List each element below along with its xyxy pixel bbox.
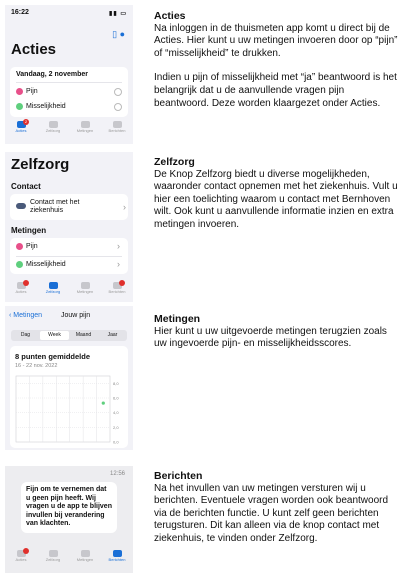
y-tick-label: 0,0	[113, 439, 119, 445]
tab-label: Acties	[15, 557, 27, 562]
tab-label: Acties	[15, 128, 27, 133]
checkbox-circle-icon[interactable]	[114, 88, 122, 96]
y-tick-label: 8,0	[113, 380, 119, 386]
divider	[16, 256, 122, 257]
back-button[interactable]	[9, 312, 42, 319]
back-label: Metingen	[13, 312, 43, 319]
section-paragraph: De Knop Zelfzorg biedt u diverse mogelijkheden, waaronder contact opnemen met het ziekenhuis. Vult u hier een toelichting waarom u contact met Bernhoven wilt. Ook kunt u aanvullende informatie inzien en extra metingen invoeren.	[154, 168, 398, 230]
tab-bar	[5, 550, 133, 570]
tab-acties[interactable]	[11, 121, 31, 133]
contact-item-label: Contact met het ziekenhuis	[30, 199, 80, 214]
section-paragraph: Indien u pijn of misselijkheid met “ja” beantwoord is het belangrijk dat u de aanvullende vragen pijn beantwoord. Deze worden klaargezet onder Acties.	[154, 72, 397, 109]
pain-icon	[16, 243, 23, 250]
message-time: 12:56	[109, 471, 125, 477]
notification-badge	[23, 548, 29, 554]
tab-metingen[interactable]	[75, 550, 95, 562]
line-chart	[10, 372, 128, 448]
nausea-icon	[16, 261, 23, 268]
action-item-label: Misselijkheid	[26, 103, 66, 110]
period-segmented-control	[11, 330, 127, 341]
profile-icon[interactable]: ●	[119, 29, 125, 39]
tab-berichten[interactable]	[107, 121, 127, 133]
berichten-tab-icon	[113, 121, 122, 128]
metingen-tab-icon	[81, 282, 90, 289]
contact-card[interactable]	[10, 194, 128, 220]
chevron-right-icon: ›	[117, 241, 120, 251]
chart-card	[10, 346, 128, 448]
meting-item-pijn[interactable]	[16, 241, 122, 254]
nav-title: Jouw pijn	[61, 312, 91, 319]
tab-bar	[5, 282, 133, 302]
tab-berichten[interactable]	[107, 282, 127, 294]
status-bar	[11, 9, 127, 19]
chart-frame	[16, 376, 110, 442]
metingen-screenshot	[5, 306, 133, 450]
segment-maand[interactable]: Maand	[75, 332, 92, 338]
tab-label: Metingen	[76, 128, 94, 133]
date-header: Vandaag, 2 november	[16, 71, 88, 78]
section-acties	[154, 10, 400, 110]
header-icons	[112, 29, 125, 40]
tab-metingen[interactable]	[75, 282, 95, 294]
section-heading: Acties	[154, 10, 186, 22]
zelfzorg-screenshot	[5, 152, 133, 302]
notification-badge: 2	[24, 119, 28, 124]
section-heading: Metingen	[154, 313, 201, 325]
metingen-card	[10, 238, 128, 274]
section-berichten	[154, 470, 400, 546]
section-paragraph: Hier kunt u uw uitgevoerde metingen terugzien zoals uw ingevoerde pijn- en misselijkheidsscores.	[154, 325, 387, 350]
berichten-tab-icon	[113, 550, 122, 557]
tab-label: Metingen	[76, 289, 94, 294]
checkbox-circle-icon[interactable]	[114, 103, 122, 111]
signal-battery-icon: ▮▮ ▭	[109, 11, 127, 17]
section-paragraph: Na het invullen van uw metingen versturen wij u berichten. Eventuele vragen worden ook beantwoord via de berichten functie. U kunt zelf geen berichten terugsturen. Dit kan alleen via de knop contact met ziekenhuis, te vinden onder Zelfzorg.	[154, 482, 389, 544]
tab-label: Berichten	[108, 557, 126, 562]
section-paragraph: Na inloggen in de thuismeten app komt u direct bij de Acties. Hier kunt u uw metingen invoeren door op “pijn” of “misselijkheid” te drukken.	[154, 22, 398, 59]
section-header-metingen: Metingen	[11, 226, 47, 235]
section-header-contact: Contact	[11, 182, 41, 191]
metingen-tab-icon	[81, 550, 90, 557]
chart-title: 8 punten gemiddelde	[15, 352, 91, 361]
y-tick-label: 4,0	[113, 410, 119, 416]
zelfzorg-tab-icon	[49, 282, 58, 289]
chart-daterange: 16 - 22 nov. 2022	[15, 363, 58, 369]
tab-acties[interactable]	[11, 282, 31, 294]
page-title: Zelfzorg	[11, 156, 70, 173]
tab-zelfzorg[interactable]	[43, 550, 63, 562]
notification-badge	[23, 280, 29, 286]
pain-icon	[16, 88, 23, 95]
document-icon[interactable]: ▯	[112, 29, 118, 39]
zelfzorg-tab-icon	[49, 121, 58, 128]
section-zelfzorg	[154, 156, 400, 232]
tab-bar	[5, 121, 133, 141]
segment-dag[interactable]: Dag	[20, 332, 31, 338]
tab-label: Zelfzorg	[45, 128, 61, 133]
tab-label: Zelfzorg	[45, 289, 61, 294]
actions-card	[10, 67, 128, 117]
status-time: 16:22	[11, 9, 29, 16]
action-item-pijn[interactable]	[16, 86, 122, 99]
nausea-icon	[16, 103, 23, 110]
data-point	[102, 402, 105, 405]
action-item-label: Pijn	[26, 88, 38, 95]
section-metingen	[154, 313, 400, 351]
chevron-right-icon: ›	[117, 259, 120, 269]
divider	[16, 82, 122, 83]
tab-berichten[interactable]	[107, 550, 127, 562]
meting-item-label: Pijn	[26, 243, 38, 250]
acties-screenshot	[5, 5, 133, 144]
segment-jaar[interactable]: Jaar	[107, 332, 118, 338]
chevron-right-icon: ›	[123, 202, 126, 212]
tab-label: Acties	[15, 289, 27, 294]
tab-zelfzorg[interactable]	[43, 282, 63, 294]
page-title: Acties	[11, 41, 57, 58]
berichten-screenshot	[5, 466, 133, 573]
y-tick-label: 6,0	[113, 395, 119, 401]
tab-zelfzorg[interactable]	[43, 121, 63, 133]
contact-hospital-icon	[16, 203, 26, 209]
chevron-left-icon: ‹	[9, 312, 14, 319]
tab-label: Berichten	[108, 128, 126, 133]
section-heading: Berichten	[154, 470, 203, 482]
notification-badge	[119, 280, 125, 286]
tab-acties[interactable]	[11, 550, 31, 562]
tab-metingen[interactable]	[75, 121, 95, 133]
tab-label: Berichten	[108, 289, 126, 294]
meting-item-misselijkheid[interactable]	[16, 259, 122, 272]
y-tick-label: 2,0	[113, 424, 119, 430]
meting-item-label: Misselijkheid	[26, 261, 66, 268]
tab-label: Zelfzorg	[45, 557, 61, 562]
action-item-misselijkheid[interactable]	[16, 101, 122, 114]
segment-week[interactable]: Week	[40, 331, 69, 340]
section-heading: Zelfzorg	[154, 156, 195, 168]
metingen-tab-icon	[81, 121, 90, 128]
zelfzorg-tab-icon	[49, 550, 58, 557]
message-bubble: Fijn om te vernemen dat u geen pijn heeft. Wij vragen u de app te blijven invullen bij verandering van klachten.	[21, 482, 117, 533]
tab-label: Metingen	[76, 557, 94, 562]
